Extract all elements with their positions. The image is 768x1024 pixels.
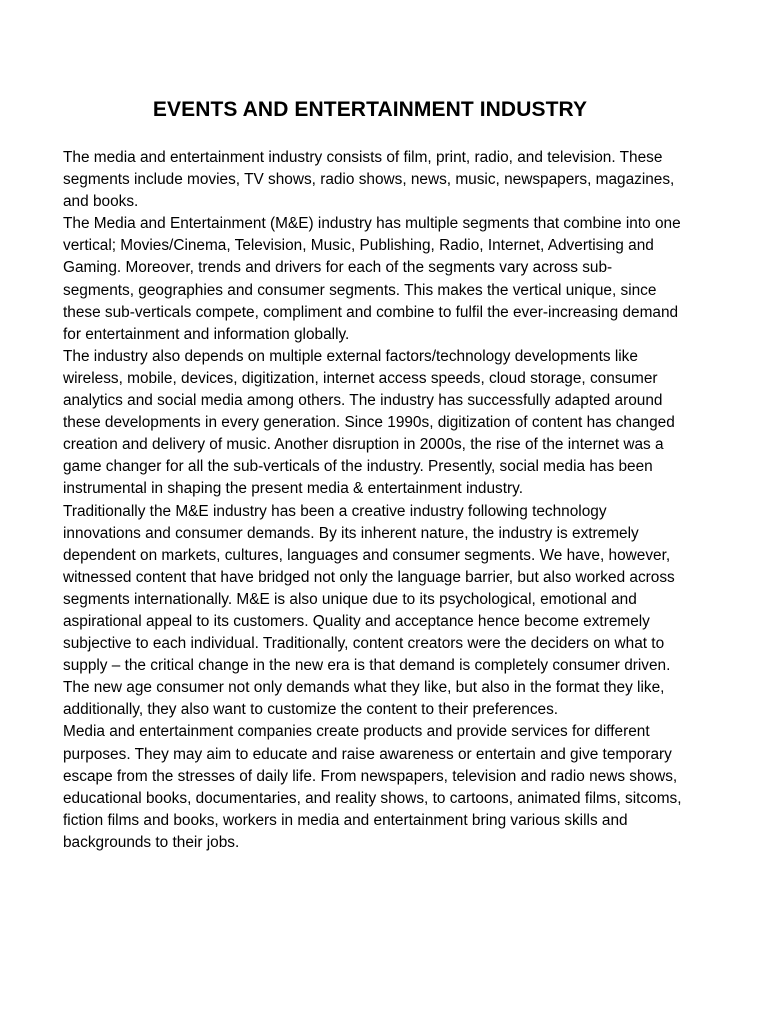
paragraph-companies-purposes: Media and entertainment companies create products and provide services for different purposes. They may aim to educate and raise awareness or entertain and give temporary escape from the stresses of daily life. From newspapers, television and radio news shows, educational books, documentaries, and reality shows, to cartoons, animated films, sitcoms, fiction films and books, workers in media and entertainment bring various skills and backgrounds to their jobs. bbox=[63, 723, 682, 851]
paragraph-external-factors: The industry also depends on multiple external factors/technology developments like wireless, mobile, devices, digitization, internet access speeds, cloud storage, consumer analytics and social media among others. The industry has successfully adapted around these developments in every generation. Since 1990s, digitization of content has changed creation and delivery of music. Another disruption in 2000s, the rise of the internet was a game changer for all the sub-verticals of the industry. Presently, social media has been instrumental in shaping the present media & entertainment industry. bbox=[63, 347, 675, 498]
document-body bbox=[63, 147, 683, 854]
document-title: EVENTS AND ENTERTAINMENT INDUSTRY bbox=[152, 98, 588, 121]
paragraph-me-segments: The Media and Entertainment (M&E) industry has multiple segments that combine into one vertical; Movies/Cinema, Television, Music, Publishing, Radio, Internet, Advertising and Gaming. Moreover, trends and drivers for each of the segments vary across sub-segments, geographies and consumer segments. This makes the vertical unique, since these sub-verticals compete, compliment and combine to fulfil the ever-increasing demand for entertainment and information globally. bbox=[63, 215, 681, 343]
paragraph-overview: The media and entertainment industry consists of film, print, radio, and television. These segments include movies, TV shows, radio shows, news, music, newspapers, magazines, and books. bbox=[63, 149, 675, 211]
paragraph-creative-industry: Traditionally the M&E industry has been a creative industry following technology innovations and consumer demands. By its inherent nature, the industry is extremely dependent on markets, cultures, languages and consumer segments. We have, however, witnessed content that have bridged not only the language barrier, but also worked across segments internationally. M&E is also unique due to its psychological, emotional and aspirational appeal to its customers. Quality and acceptance hence become extremely subjective to each individual. Traditionally, content creators were the deciders on what to supply – the critical change in the new era is that demand is completely consumer driven. The new age consumer not only demands what they like, but also in the format they like, additionally, they also want to customize the content to their preferences. bbox=[63, 502, 675, 719]
